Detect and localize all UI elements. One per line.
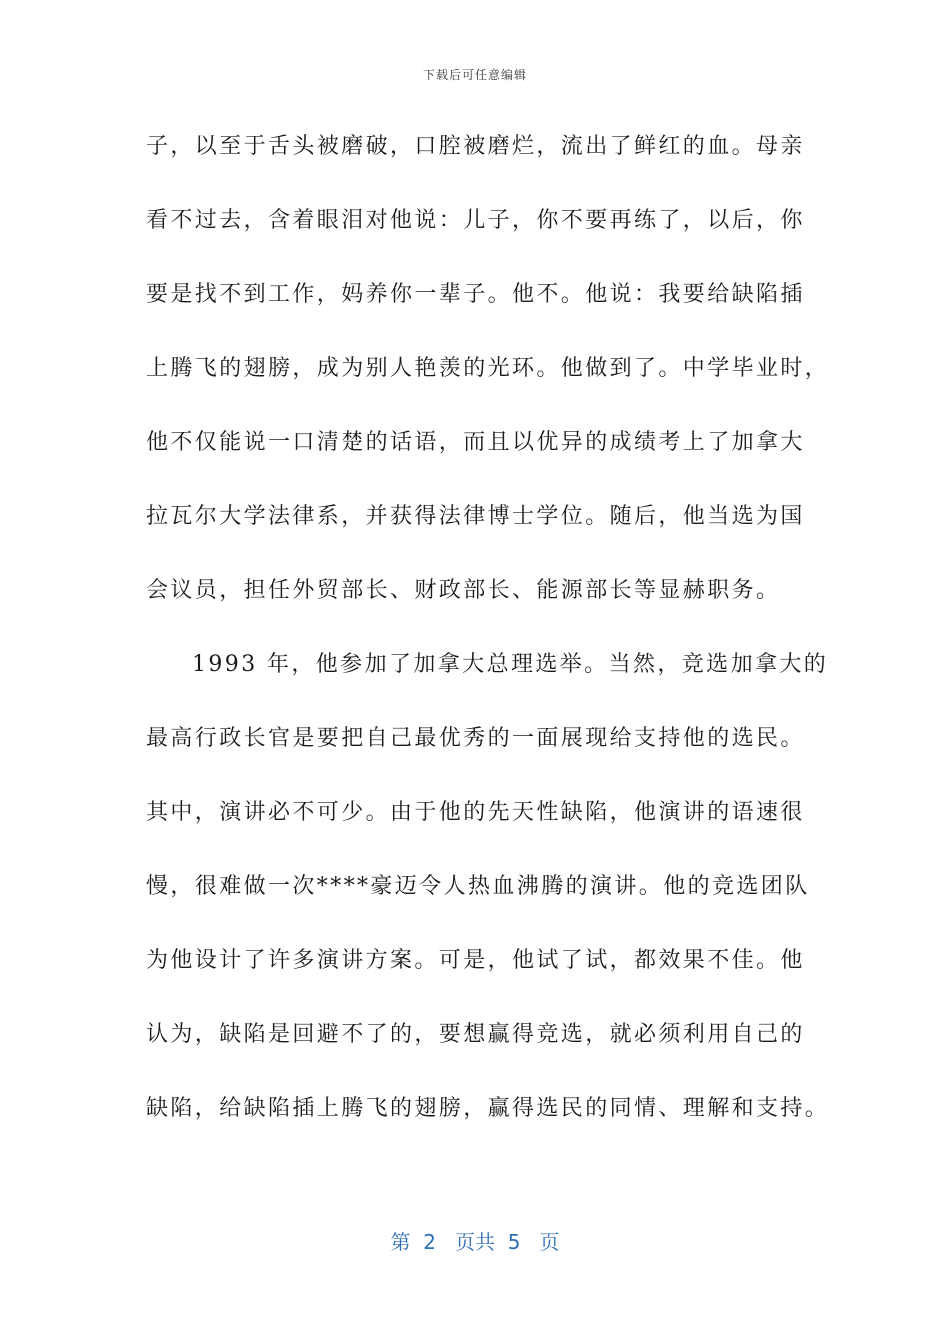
text-line: 上腾飞的翅膀，成为别人艳羡的光环。他做到了。中学毕业时，: [146, 356, 830, 381]
text-line: 慢，很难做一次****豪迈令人热血沸腾的演讲。他的竞选团队: [146, 874, 810, 899]
body-text: [146, 128, 830, 1164]
text-line: 最高行政长官是要把自己最优秀的一面展现给支持他的选民。: [146, 726, 805, 751]
text-line: 为他设计了许多演讲方案。可是，他试了试，都效果不佳。他: [146, 948, 805, 973]
text-line: 子，以至于舌头被磨破，口腔被磨烂，流出了鲜红的血。母亲: [146, 134, 805, 159]
text-line: 拉瓦尔大学法律系，并获得法律博士学位。随后，他当选为国: [146, 504, 805, 529]
text-line: 其中，演讲必不可少。由于他的先天性缺陷，他演讲的语速很: [146, 800, 805, 825]
text-line: 看不过去，含着眼泪对他说：儿子，你不要再练了，以后，你: [146, 208, 805, 233]
page-number-footer: 第 2 页共 5 页: [390, 1230, 560, 1254]
text-line: 缺陷，给缺陷插上腾飞的翅膀，赢得选民的同情、理解和支持。: [146, 1096, 830, 1121]
text-line: 认为，缺陷是回避不了的，要想赢得竞选，就必须利用自己的: [146, 1022, 805, 1047]
text-line: 他不仅能说一口清楚的话语，而且以优异的成绩考上了加拿大: [146, 430, 805, 455]
paragraph-start-line: 1993 年，他参加了加拿大总理选举。当然，竞选加拿大的: [192, 652, 829, 677]
text-line: 要是找不到工作，妈养你一辈子。他不。他说：我要给缺陷插: [146, 282, 805, 307]
header-note: 下载后可任意编辑: [422, 68, 527, 82]
text-line: 会议员，担任外贸部长、财政部长、能源部长等显赫职务。: [146, 578, 781, 603]
